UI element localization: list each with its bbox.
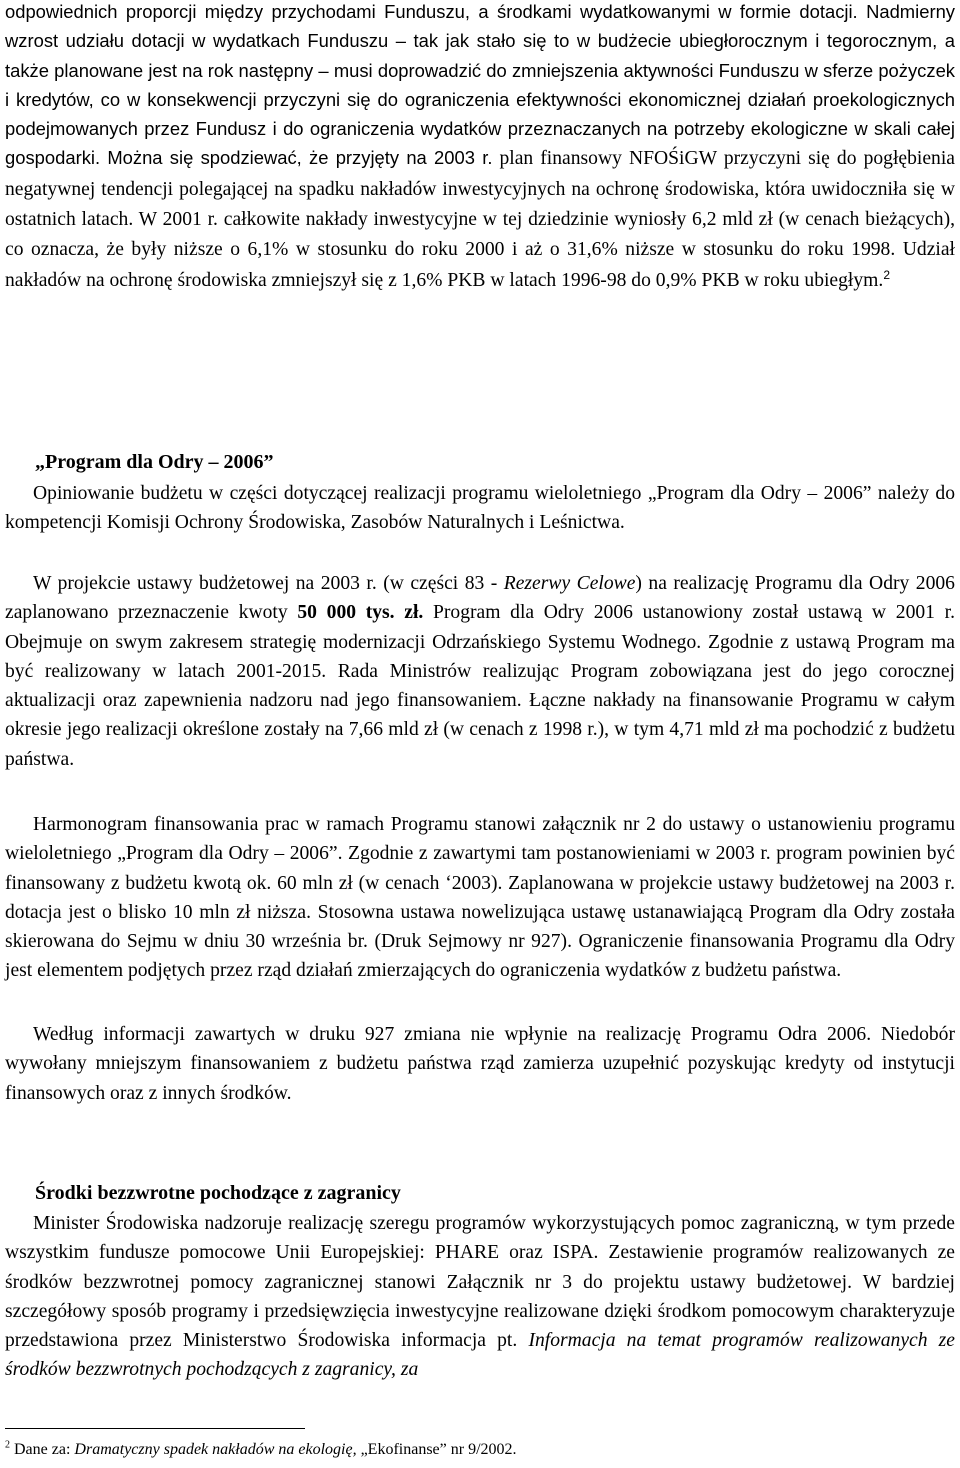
paragraph-text: W projekcie ustawy budżetowej na 2003 r. (w części 83 -	[33, 573, 504, 594]
emphasis-information-title: Informacja na temat programów realizowanych ze środków bezzwrotnych pochodzących z zagranicy, za	[5, 1330, 955, 1381]
section-title-odra: „Program dla Odry – 2006”	[35, 451, 274, 473]
paragraph-odra-budget	[5, 569, 955, 774]
footnote-number: 2	[5, 1439, 10, 1451]
paragraph-text: Minister Środowiska nadzoruje realizację szeregu programów wykorzystujących pomoc zagraniczną, w tym przede wszystkim fundusze pomocowe Unii Europejskiej: PHARE oraz ISPA. Zestawienie programów realizowanych ze środków bezzwrotnej pomocy zagranicznej stanowi Załącznik nr 3 do projektu ustawy budżetowej. W bardziej szczegółowy sposób programy i przedsięwzięcia inwestycyjne realizowane dzięki środkom pomocowym charakteryzuje przedstawiona przez Ministerstwo Środowiska informacja pt.	[5, 1213, 955, 1352]
footnote-text: Dane za:	[10, 1441, 75, 1458]
paragraph-nfosigw	[5, 0, 955, 295]
footnote-text: „Ekofinanse” nr 9/2002.	[356, 1441, 517, 1458]
footnote-source-title: Dramatyczny spadek nakładów na ekologię,	[74, 1441, 357, 1458]
footnote-divider	[5, 1428, 305, 1429]
footnote-ref: 2	[883, 267, 890, 282]
paragraph-text: ) na realizację Programu dla Odry 2006 zaplanowano przeznaczenie kwoty	[5, 573, 955, 624]
paragraph-text-c: całkowite nakłady inwestycyjne w tej dziedzinie wyniosły 6,2 mld zł (w cenach bieżących), co oznacza, że były niższe o 6,1% w stosunku do roku 2000 i aż o 31,6% niższe w stosunku do roku 1998. Udział nakładów na ochronę środowiska zmniejszył się z 1,6% PKB w latach 1996-98 do 0,9% PKB w roku ubiegłym.	[5, 209, 955, 291]
amount-highlight: 50 000 tys. zł.	[297, 602, 424, 624]
paragraph-text: Program dla Odry 2006 ustanowiony został ustawą w 2001 r. Obejmuje on swym zakresem strategię modernizacji Odrzańskiego Systemu Wodnego. Zgodnie z ustawą Program ma być realizowany w latach 2001-2015. Rada Ministrów realizując Program zobowiązana jest do jego corocznej aktualizacji oraz zapewnienia nadzoru nad jego finansowaniem. Łączne nakłady na finansowanie Programu w całym okresie jego realizacji określone zostały na 7,66 mld zł (w cenach z 1998 r.), w tym 4,71 mld zł ma pochodzić z budżetu państwa.	[5, 602, 955, 770]
section-title-foreign-funds: Środki bezzwrotne pochodzące z zagranicy	[35, 1182, 401, 1204]
paragraph-foreign-funds	[5, 1209, 955, 1385]
paragraph-text-b: plan finansowy NFOŚiGW przyczyni się do pogłębienia negatywnej tendencji polegającej na spadku nakładów inwestycyjnych na ochronę środowiska, która uwidoczniła się w ostatnich latach. W 2001 r.	[5, 148, 955, 231]
paragraph-odra-schedule: Harmonogram finansowania prac w ramach Programu stanowi załącznik nr 2 do ustawy o ustanowieniu programu wieloletniego „Program dla Odry – 2006”. Zgodnie z zawartymi tam postanowieniami w 2003 r. program powinien być finansowany z budżetu kwotą ok. 60 mln zł (w cenach ‘2003). Zaplanowana w projekcie ustawy budżetowej na 2003 r. dotacja jest o blisko 10 mln zł niższa. Stosowna ustawa nowelizująca ustawę ustanawiającą Program dla Odry została skierowana do Sejmu w dniu 30 września br. (Druk Sejmowy nr 927). Ograniczenie finansowania Programu dla Odry jest elementem podjętych przez rząd działań zmierzających do ograniczenia wydatków z budżetu państwa.	[5, 814, 955, 982]
footnote	[5, 1439, 517, 1461]
paragraph-text-a: odpowiednich proporcji między przychodami Funduszu, a środkami wydatkowanymi w formie dotacji. Nadmierny wzrost udziału dotacji w wydatkach Funduszu – tak jak stało się to w budżecie ubiegłorocznym i tegorocznym, a także planowane jest na rok następny – musi doprowadzić do zmniejszenia aktywności Funduszu w sferze pożyczek i kredytów, co w konsekwencji przyczyni się do ograniczenia efektywności ekonomicznej działań proekologicznych podejmowanych przez Fundusz i do ograniczenia wydatków przeznaczanych na potrzeby ekologiczne w skali całej gospodarki. Można się spodziewać, że przyjęty na 2003 r.	[5, 1, 955, 169]
paragraph-odra-opinion: Opiniowanie budżetu w części dotyczącej realizacji programu wieloletniego „Program dla Odry – 2006” należy do kompetencji Komisji Ochrony Środowiska, Zasobów Naturalnych i Leśnictwa.	[5, 483, 955, 534]
emphasis-reserves: Rezerwy Celowe	[503, 573, 636, 594]
paragraph-odra-print-927: Według informacji zawartych w druku 927 zmiana nie wpłynie na realizację Programu Odra 2006. Niedobór wywołany mniejszym finansowaniem z budżetu państwa rząd zamierza uzupełnić pozyskując kredyty od instytucji finansowych oraz z innych środków.	[5, 1024, 955, 1104]
